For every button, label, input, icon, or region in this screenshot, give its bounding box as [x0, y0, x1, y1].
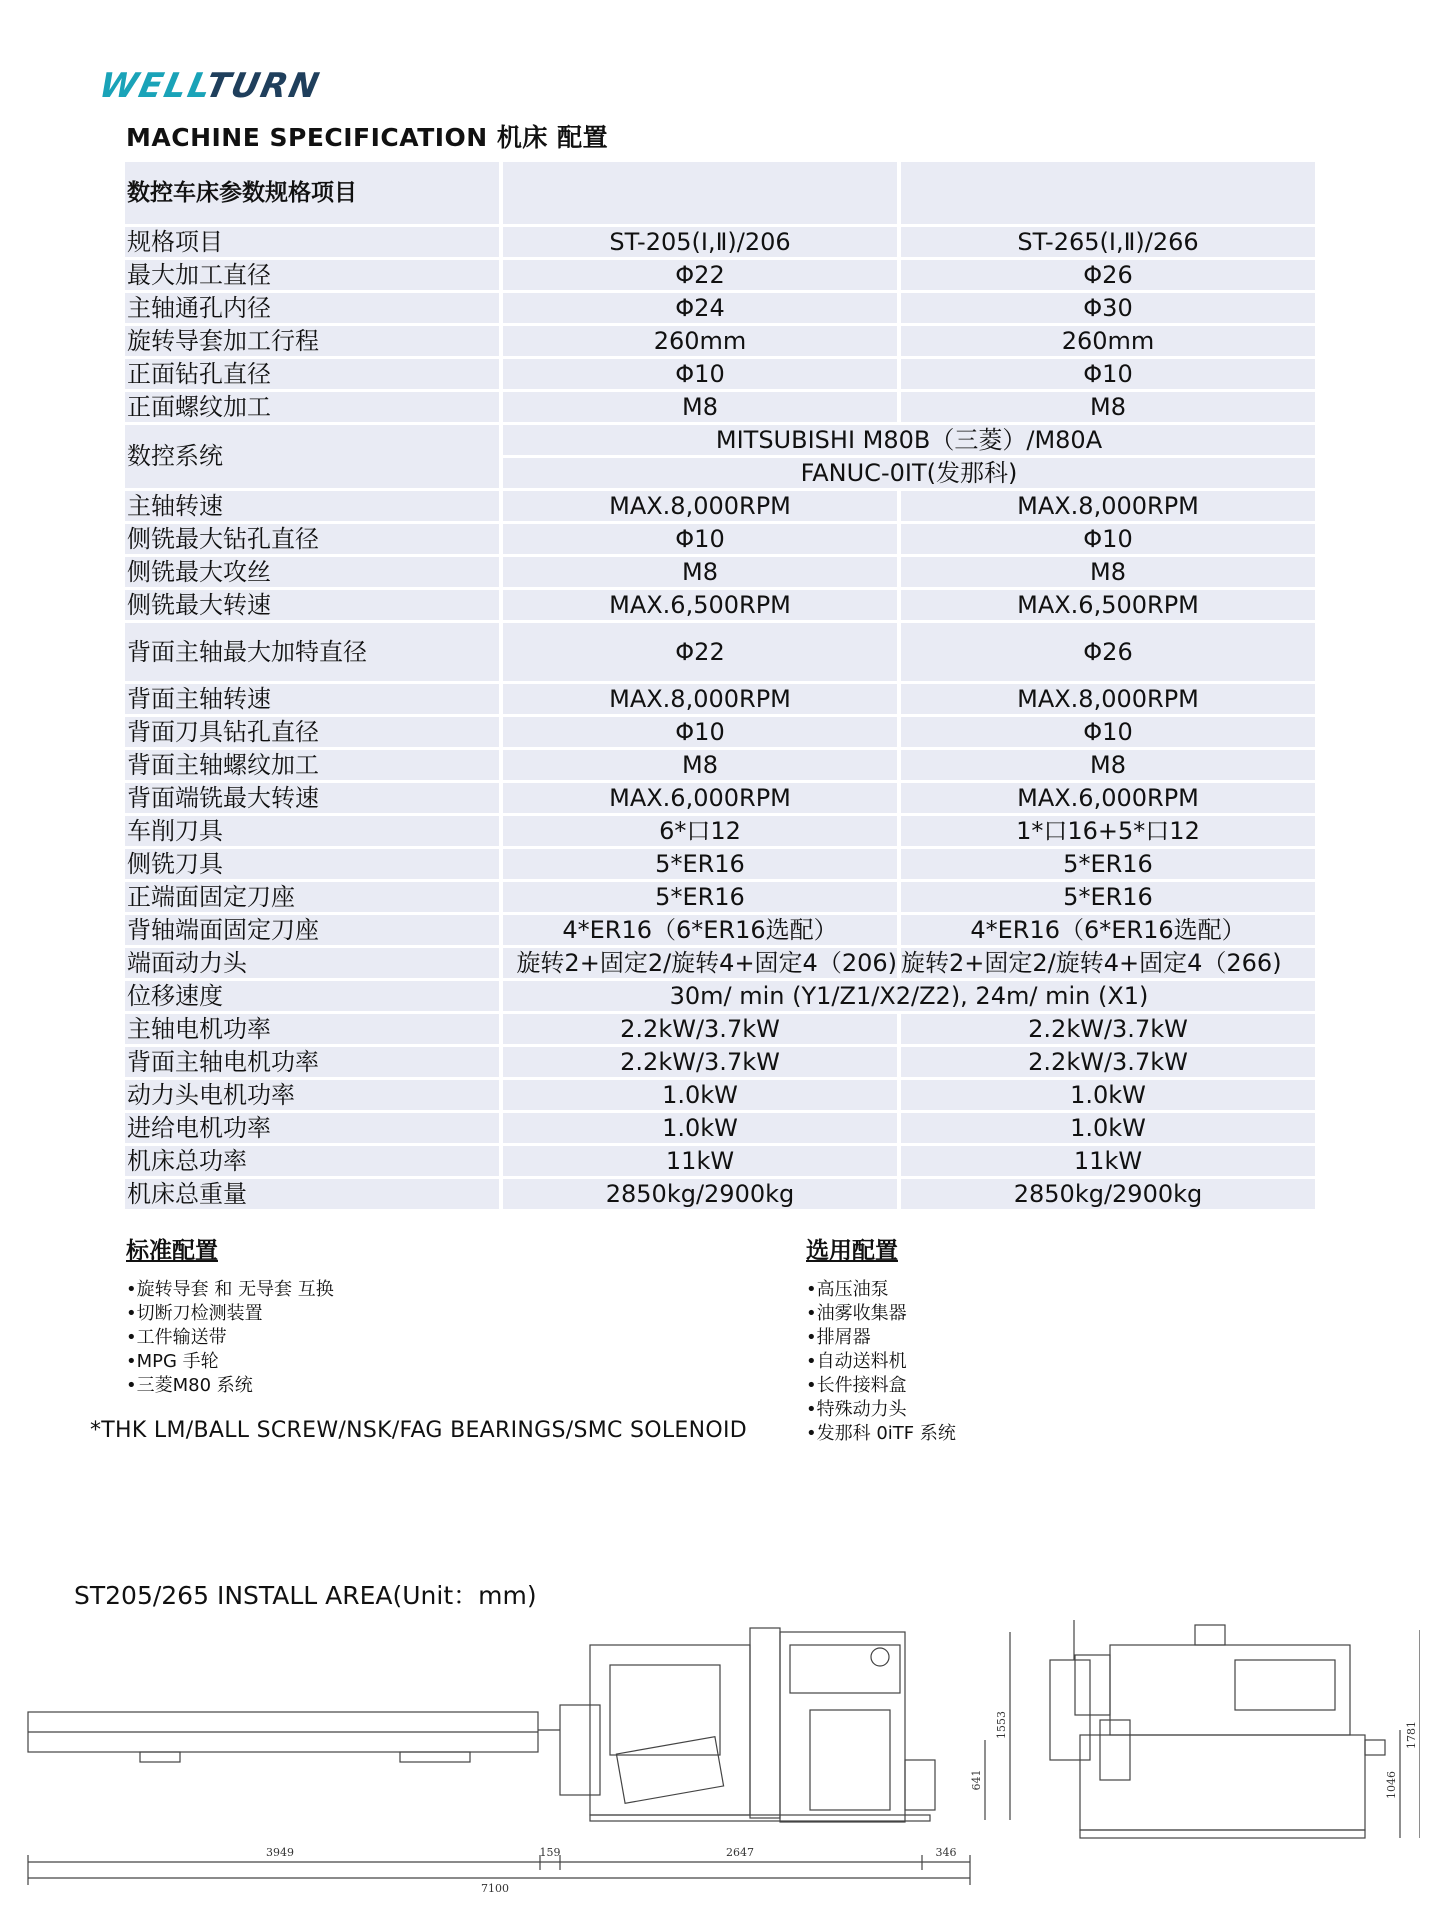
value-a: 260mm: [499, 326, 897, 356]
table-row: [125, 392, 1315, 422]
row-label: 背面刀具钻孔直径: [125, 717, 499, 747]
value-b: 2.2kW/3.7kW: [897, 1047, 1315, 1077]
wellturn-logo: WELLTURN: [95, 66, 325, 106]
row-label: 侧铣最大钻孔直径: [125, 524, 499, 554]
value-b: 1.0kW: [897, 1113, 1315, 1143]
standard-config-list: [126, 1278, 334, 1398]
components-note: *THK LM/BALL SCREW/NSK/FAG BEARINGS/SMC SOLENOID: [90, 1418, 748, 1443]
table-row: [125, 557, 1315, 587]
model-a: ST-205(Ⅰ,Ⅱ)/206: [499, 227, 897, 257]
value-a: 2.2kW/3.7kW: [499, 1014, 897, 1044]
row-label: 规格项目: [125, 227, 499, 257]
row-label: 机床总功率: [125, 1146, 499, 1176]
list-item: • 油雾收集器: [806, 1302, 956, 1326]
value-b: 11kW: [897, 1146, 1315, 1176]
table-row: [125, 227, 1315, 257]
machine-front-view: [560, 1628, 935, 1822]
install-area-title: ST205/265 INSTALL AREA(Unit：mm): [74, 1581, 537, 1610]
value-b: Φ10: [897, 524, 1315, 554]
dim-1046: 1046: [1385, 1771, 1398, 1799]
row-label: 背面主轴转速: [125, 684, 499, 714]
table-row: [125, 915, 1315, 945]
table-row: [125, 750, 1315, 780]
value-b: Φ10: [897, 717, 1315, 747]
value-a: MAX.6,000RPM: [499, 783, 897, 813]
row-label: 旋转导套加工行程: [125, 326, 499, 356]
table-row: [125, 293, 1315, 323]
row-label: 背轴端面固定刀座: [125, 915, 499, 945]
value-b: M8: [897, 750, 1315, 780]
table-row: [125, 491, 1315, 521]
value-a: Φ10: [499, 524, 897, 554]
row-label: 端面动力头: [125, 948, 499, 978]
value-a: 2.2kW/3.7kW: [499, 1047, 897, 1077]
value-merged: 30m/ min (Y1/Z1/X2/Z2), 24m/ min (X1): [499, 981, 1315, 1011]
value-a: 1.0kW: [499, 1080, 897, 1110]
install-drawing: [20, 1600, 1420, 1900]
value-b: Φ26: [897, 623, 1315, 681]
row-label: 背面端铣最大转速: [125, 783, 499, 813]
cnc-line-2: FANUC-0IT(发那科): [503, 455, 1315, 488]
table-header-label: 数控车床参数规格项目: [125, 162, 499, 224]
value-b: 2.2kW/3.7kW: [897, 1014, 1315, 1044]
value-b: MAX.8,000RPM: [897, 684, 1315, 714]
row-label: 机床总重量: [125, 1179, 499, 1209]
row-label: 侧铣刀具: [125, 849, 499, 879]
value-b: 旋转2+固定2/旋转4+固定4（266): [897, 948, 1315, 978]
value-a: 旋转2+固定2/旋转4+固定4（206): [499, 948, 897, 978]
value-a: M8: [499, 750, 897, 780]
value-b: Φ26: [897, 260, 1315, 290]
list-item: • 长件接料盒: [806, 1374, 956, 1398]
cnc-line-1: MITSUBISHI M80B（三菱）/M80A: [715, 426, 1103, 454]
row-label: 正面钻孔直径: [125, 359, 499, 389]
value-a: M8: [499, 557, 897, 587]
dim-159: 159: [539, 1846, 561, 1859]
value-a: Φ22: [499, 623, 897, 681]
row-label: 正端面固定刀座: [125, 882, 499, 912]
table-row: [125, 717, 1315, 747]
value-b: 5*ER16: [897, 882, 1315, 912]
value-a: 5*ER16: [499, 849, 897, 879]
value-a: 11kW: [499, 1146, 897, 1176]
list-item: • 工件输送带: [126, 1326, 334, 1350]
value-b: Φ30: [897, 293, 1315, 323]
row-label: 背面主轴最大加特直径: [125, 623, 499, 681]
value-a: Φ22: [499, 260, 897, 290]
table-row: [125, 260, 1315, 290]
value-a: MAX.8,000RPM: [499, 491, 897, 521]
list-item: • MPG 手轮: [126, 1350, 334, 1374]
row-label: 背面主轴螺纹加工: [125, 750, 499, 780]
table-row: [125, 1014, 1315, 1044]
value-b: M8: [897, 557, 1315, 587]
list-item: • 排屑器: [806, 1326, 956, 1350]
value-b: MAX.8,000RPM: [897, 491, 1315, 521]
table-row: [125, 359, 1315, 389]
table-row: [125, 849, 1315, 879]
table-row: [125, 1047, 1315, 1077]
row-label: 车削刀具: [125, 816, 499, 846]
row-label: 侧铣最大转速: [125, 590, 499, 620]
list-item: • 旋转导套 和 无导套 互换: [126, 1278, 334, 1302]
row-label: 主轴通孔内径: [125, 293, 499, 323]
row-label: 侧铣最大攻丝: [125, 557, 499, 587]
list-item: • 切断刀检测装置: [126, 1302, 334, 1326]
value-b: 1*口16+5*口12: [897, 816, 1315, 846]
value-a: 6*口12: [499, 816, 897, 846]
value-a: MAX.6,500RPM: [499, 590, 897, 620]
list-item: • 三菱M80 系统: [126, 1374, 334, 1398]
table-row: [125, 1179, 1315, 1209]
table-row: [125, 783, 1315, 813]
table-row: [125, 590, 1315, 620]
optional-config-title: 选用配置: [806, 1238, 898, 1264]
table-header-row: [125, 162, 1315, 224]
list-item: • 发那科 0iTF 系统: [806, 1422, 956, 1446]
table-row: [125, 948, 1315, 978]
value-a: Φ24: [499, 293, 897, 323]
row-label: 正面螺纹加工: [125, 392, 499, 422]
value-a: 2850kg/2900kg: [499, 1179, 897, 1209]
table-row: [125, 1113, 1315, 1143]
row-label: 主轴电机功率: [125, 1014, 499, 1044]
dim-641: 641: [970, 1769, 983, 1791]
list-item: • 自动送料机: [806, 1350, 956, 1374]
table-row: [125, 623, 1315, 681]
value-b: 1.0kW: [897, 1080, 1315, 1110]
row-label: 主轴转速: [125, 491, 499, 521]
value-b: MAX.6,500RPM: [897, 590, 1315, 620]
table-row: [125, 882, 1315, 912]
model-b: ST-265(Ⅰ,Ⅱ)/266: [897, 227, 1315, 257]
value-a: 4*ER16（6*ER16选配）: [499, 915, 897, 945]
value-b: 260mm: [897, 326, 1315, 356]
standard-config-title: 标准配置: [126, 1238, 218, 1264]
row-label: 最大加工直径: [125, 260, 499, 290]
value-a: MAX.8,000RPM: [499, 684, 897, 714]
value-b: M8: [897, 392, 1315, 422]
value-b: MAX.6,000RPM: [897, 783, 1315, 813]
optional-config-list: [806, 1278, 956, 1446]
row-label: 位移速度: [125, 981, 499, 1011]
value-a: 5*ER16: [499, 882, 897, 912]
row-label: 进给电机功率: [125, 1113, 499, 1143]
spec-table: [125, 159, 1315, 1212]
table-row: [125, 816, 1315, 846]
table-row: [125, 326, 1315, 356]
dim-1553: 1553: [995, 1711, 1008, 1739]
value-a: Φ10: [499, 717, 897, 747]
dim-3949: 3949: [266, 1846, 294, 1859]
list-item: • 高压油泵: [806, 1278, 956, 1302]
list-item: • 特殊动力头: [806, 1398, 956, 1422]
value-a: 1.0kW: [499, 1113, 897, 1143]
table-row: [125, 981, 1315, 1011]
value-b: 2850kg/2900kg: [897, 1179, 1315, 1209]
row-label: 数控系统: [125, 425, 499, 488]
value-a: Φ10: [499, 359, 897, 389]
table-row-cnc: [125, 425, 1315, 488]
machine-side-view: [1050, 1620, 1385, 1838]
value-b: 5*ER16: [897, 849, 1315, 879]
page-title: MACHINE SPECIFICATION 机床 配置: [126, 123, 609, 152]
value-b: Φ10: [897, 359, 1315, 389]
table-row: [125, 1146, 1315, 1176]
table-row: [125, 524, 1315, 554]
dim-1781: 1781: [1405, 1721, 1418, 1749]
dim-7100: 7100: [481, 1882, 509, 1895]
row-label: 动力头电机功率: [125, 1080, 499, 1110]
dim-2647: 2647: [726, 1846, 754, 1859]
dim-346: 346: [935, 1846, 957, 1859]
value-b: 4*ER16（6*ER16选配）: [897, 915, 1315, 945]
value-a: M8: [499, 392, 897, 422]
table-row: [125, 1080, 1315, 1110]
table-row: [125, 684, 1315, 714]
row-label: 背面主轴电机功率: [125, 1047, 499, 1077]
